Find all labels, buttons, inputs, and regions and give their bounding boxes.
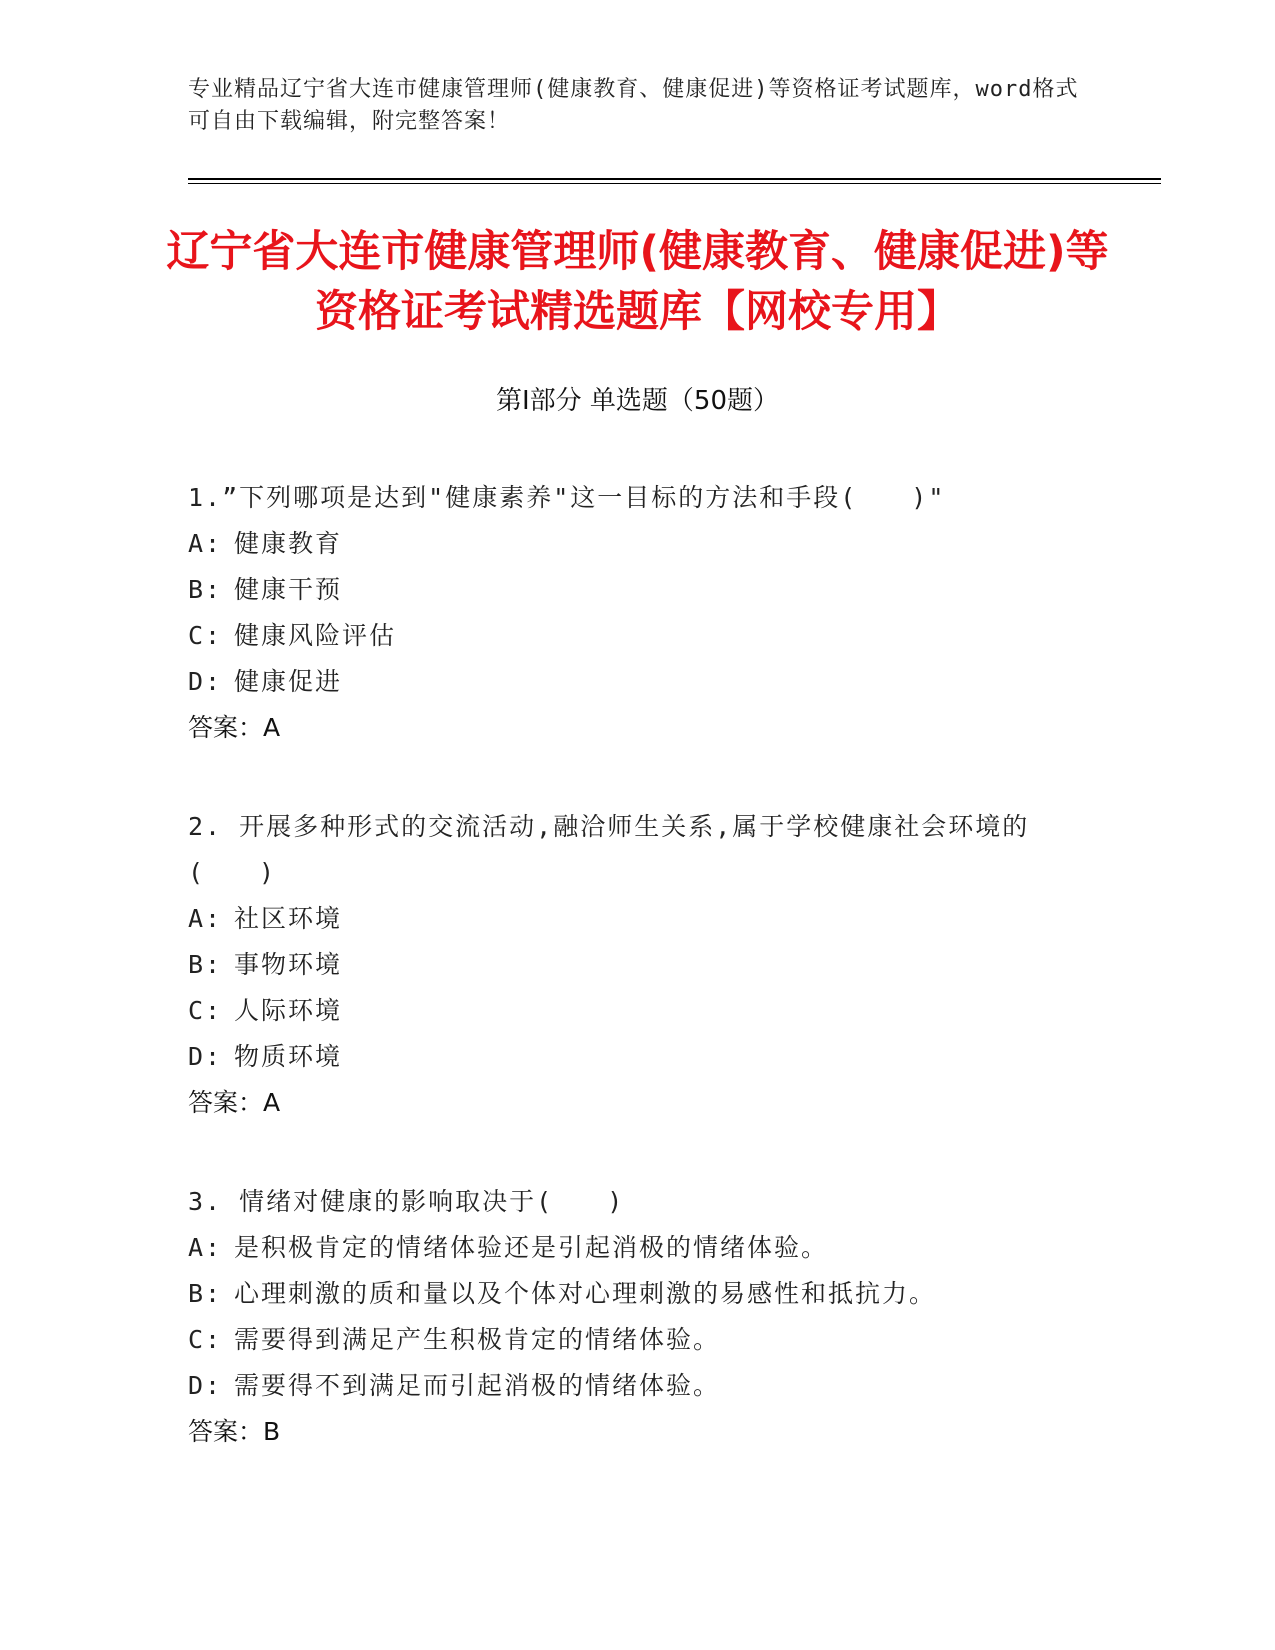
option-key: C: [188, 1325, 223, 1354]
option-text: 事物环境 [234, 950, 343, 979]
header-divider-thin [188, 183, 1161, 184]
option-text: 需要得不到满足而引起消极的情绪体验。 [234, 1371, 721, 1400]
option-key: D: [188, 1042, 223, 1071]
option-a [188, 1225, 1088, 1271]
option-d [188, 1363, 1088, 1409]
option-c [188, 988, 1088, 1034]
option-key: A: [188, 904, 223, 933]
section-title: 第Ⅰ部分 单选题（50题） [495, 386, 780, 416]
answer-value: A [263, 713, 281, 742]
question-list [188, 475, 1088, 1508]
answer-label: 答案： [188, 1417, 264, 1446]
option-text: 是积极肯定的情绪体验还是引起消极的情绪体验。 [234, 1233, 829, 1262]
question-2 [188, 804, 1088, 1126]
option-text: 社区环境 [234, 904, 343, 933]
option-d [188, 1034, 1088, 1080]
option-text: 健康促进 [234, 667, 343, 696]
header-divider-thick [188, 178, 1161, 180]
option-text: 健康教育 [234, 529, 343, 558]
option-key: B: [188, 575, 223, 604]
option-c [188, 1317, 1088, 1363]
answer-line [188, 705, 1088, 751]
option-text: 需要得到满足产生积极肯定的情绪体验。 [234, 1325, 721, 1354]
header-note: 专业精品辽宁省大连市健康管理师(健康教育、健康促进)等资格证考试题库，word格式可自由下载编辑，附完整答案！ [188, 77, 1079, 134]
option-key: B: [188, 950, 223, 979]
option-b [188, 1271, 1088, 1317]
option-key: C: [188, 621, 223, 650]
answer-line [188, 1409, 1088, 1455]
option-text: 心理刺激的质和量以及个体对心理刺激的易感性和抵抗力。 [234, 1279, 937, 1308]
answer-value: A [263, 1088, 281, 1117]
option-key: A: [188, 1233, 223, 1262]
option-key: D: [188, 1371, 223, 1400]
option-text: 健康风险评估 [234, 621, 397, 650]
option-a [188, 896, 1088, 942]
option-text: 健康干预 [234, 575, 343, 604]
option-c [188, 613, 1088, 659]
question-stem: 2. 开展多种形式的交流活动,融洽师生关系,属于学校健康社会环境的( ) [188, 812, 1030, 887]
answer-label: 答案： [188, 1088, 264, 1117]
option-key: A: [188, 529, 223, 558]
option-key: C: [188, 996, 223, 1025]
option-text: 物质环境 [234, 1042, 343, 1071]
option-key: B: [188, 1279, 223, 1308]
option-b [188, 567, 1088, 613]
question-stem: 3. 情绪对健康的影响取决于( ) [188, 1187, 625, 1216]
option-d [188, 659, 1088, 705]
answer-line [188, 1080, 1088, 1126]
option-a [188, 521, 1088, 567]
option-b [188, 942, 1088, 988]
answer-label: 答案： [188, 713, 264, 742]
question-stem: 1.”下列哪项是达到"健康素养"这一目标的方法和手段( )" [188, 483, 946, 512]
option-key: D: [188, 667, 223, 696]
question-3 [188, 1179, 1088, 1455]
question-1 [188, 475, 1088, 751]
option-text: 人际环境 [234, 996, 343, 1025]
answer-value: B [263, 1417, 281, 1446]
document-title: 辽宁省大连市健康管理师(健康教育、健康促进)等资格证考试精选题库【网校专用】 [166, 227, 1109, 337]
